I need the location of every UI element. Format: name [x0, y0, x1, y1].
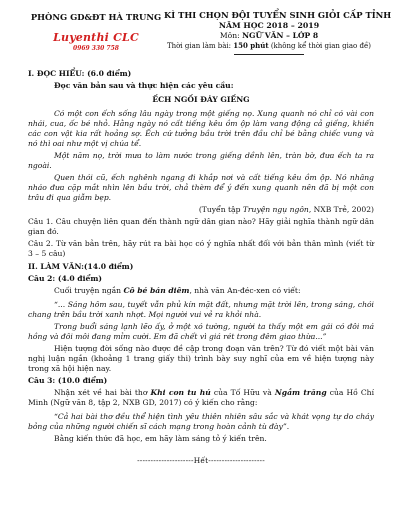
- c3-intro: [28, 388, 374, 408]
- source-suffix: , NXB Trẻ, 2002): [308, 204, 374, 214]
- part1-instruction: Đọc văn bản sau và thực hiện các yêu cầu:: [54, 80, 234, 90]
- end-marker: ---------------------Hết---------------------: [137, 456, 265, 466]
- department-name: PHÒNG GD&ĐT HÀ TRUNG: [30, 12, 162, 22]
- part2-heading: II. LÀM VĂN:(14.0 điểm): [28, 261, 134, 271]
- logo-phone-text: 0969 330 758: [73, 44, 119, 52]
- story-paragraph-2: Một năm nọ, trời mưa to làm nước trong giếng dềnh lên, tràn bờ, đưa ếch ta ra ngoài.: [28, 150, 374, 170]
- time-value: 150 phút: [233, 41, 269, 51]
- story-source: [28, 205, 374, 215]
- c3-heading: Câu 3: (10.0 điểm): [28, 376, 108, 386]
- header-underline: [234, 54, 304, 55]
- source-book: Truyện ngụ ngôn: [242, 204, 309, 214]
- c3-task: Bằng kiến thức đã học, em hãy làm sáng tỏ ý kiến trên.: [54, 434, 267, 444]
- exam-header: [28, 10, 392, 55]
- part1-heading: I. ĐỌC HIỂU: (6.0 điểm): [28, 68, 132, 78]
- c2-intro: [28, 286, 374, 296]
- source-prefix: (Tuyển tập: [198, 204, 243, 214]
- c2-task: Hiện tượng đời sống nào được đề cập trong đoạn văn trên? Từ đó viết một bài văn nghị luận ngắn (khoảng 1 trang giấy thi) trình bày suy nghĩ của em về hiện tượng này trong xã hội hiện nay.: [28, 344, 374, 374]
- story-paragraph-3: Quen thói cũ, ếch nghênh ngang đi khắp nơi và cất tiếng kêu ồm ộp. Nó nhâng nháo đưa cặp mắt nhìn lên bầu trời, chả thèm để ý đến xung quanh nên đã bị một con trâu đi qua giẫm bẹp.: [28, 172, 374, 202]
- question-2: Câu 2. Từ văn bản trên, hãy rút ra bài học có ý nghĩa nhất đối với bản thân mình (viết từ 3 – 5 câu): [28, 238, 374, 258]
- c2-intro-a: Cuối truyện ngắn: [54, 285, 124, 295]
- header-right: [164, 10, 392, 55]
- time-suffix: (không kể thời gian giao đề): [268, 42, 371, 51]
- c3-quote: “Cả hai bài thơ đều thể hiện tình yêu thiên nhiên sâu sắc và khát vọng tự do cháy bỏng của những người chiến sĩ cách mạng trong hoàn cảnh tù đày”.: [28, 412, 374, 432]
- exam-year: NĂM HỌC 2018 – 2019: [218, 21, 320, 31]
- question-1: Câu 1. Câu chuyện liên quan đến thành ngữ dân gian nào? Hãy giải nghĩa thành ngữ dân gian đó.: [28, 216, 374, 236]
- c3-intro-a: Nhận xét về hai bài thơ: [54, 388, 151, 398]
- c3-poem-1: Khi con tu hú: [150, 388, 211, 398]
- time-prefix: Thời gian làm bài:: [167, 42, 234, 51]
- header-left: [28, 10, 164, 53]
- c2-heading: Câu 2: (4.0 điểm): [28, 273, 102, 283]
- logo-brand-text: Luyenthi CLC: [53, 31, 139, 45]
- c2-work-title: Cô bé bán diêm: [123, 285, 190, 295]
- c3-intro-b: của Tố Hữu và: [210, 388, 275, 398]
- brand-logo: [53, 31, 139, 52]
- subject-prefix: Môn:: [219, 31, 243, 41]
- story-title: ẾCH NGỒI ĐÁY GIẾNG: [152, 94, 250, 104]
- exam-subject: [164, 31, 374, 41]
- exam-title: KÌ THI CHỌN ĐỘI TUYỂN SINH GIỎI CẤP TỈNH: [164, 10, 392, 20]
- c2-quote-1: “... Sáng hôm sau, tuyết vẫn phủ kín mặt đất, nhưng mặt trời lên, trong sáng, chói chang trên bầu trời xanh nhợt. Mọi người vui vẻ ra khỏi nhà.: [28, 299, 374, 319]
- c2-quote-2: Trong buổi sáng lạnh lẽo ấy, ở một xó tường, người ta thấy một em gái có đôi má hồng và đôi môi đang mỉm cười. Em đã chết vì giá rét trong đêm giao thừa...”: [28, 321, 374, 341]
- story-paragraph-1: Có một con ếch sống lâu ngày trong một giếng nọ. Xung quanh nó chỉ có vài con nhái, cua, ốc bé nhỏ. Hằng ngày nó cất tiếng kêu ồm ộp làm vang động cả giếng, khiến các con vật kia rất hoảng sợ. Ếch cứ tưởng bầu trời trên đầu chỉ bé bằng chiếc vung và nó thì oai như một vị chúa tể.: [28, 108, 374, 148]
- exam-time: [164, 41, 374, 51]
- c3-intro-c: của Hồ Chí Minh (Ngữ văn 8, tập 2, NXB GD, 2017) có ý kiến cho rằng:: [28, 388, 374, 408]
- c2-intro-b: , nhà văn An-đéc-xen có viết:: [189, 285, 301, 295]
- c3-poem-2: Ngắm trăng: [274, 388, 327, 398]
- subject-value: NGỮ VĂN – LỚP 8: [242, 31, 319, 41]
